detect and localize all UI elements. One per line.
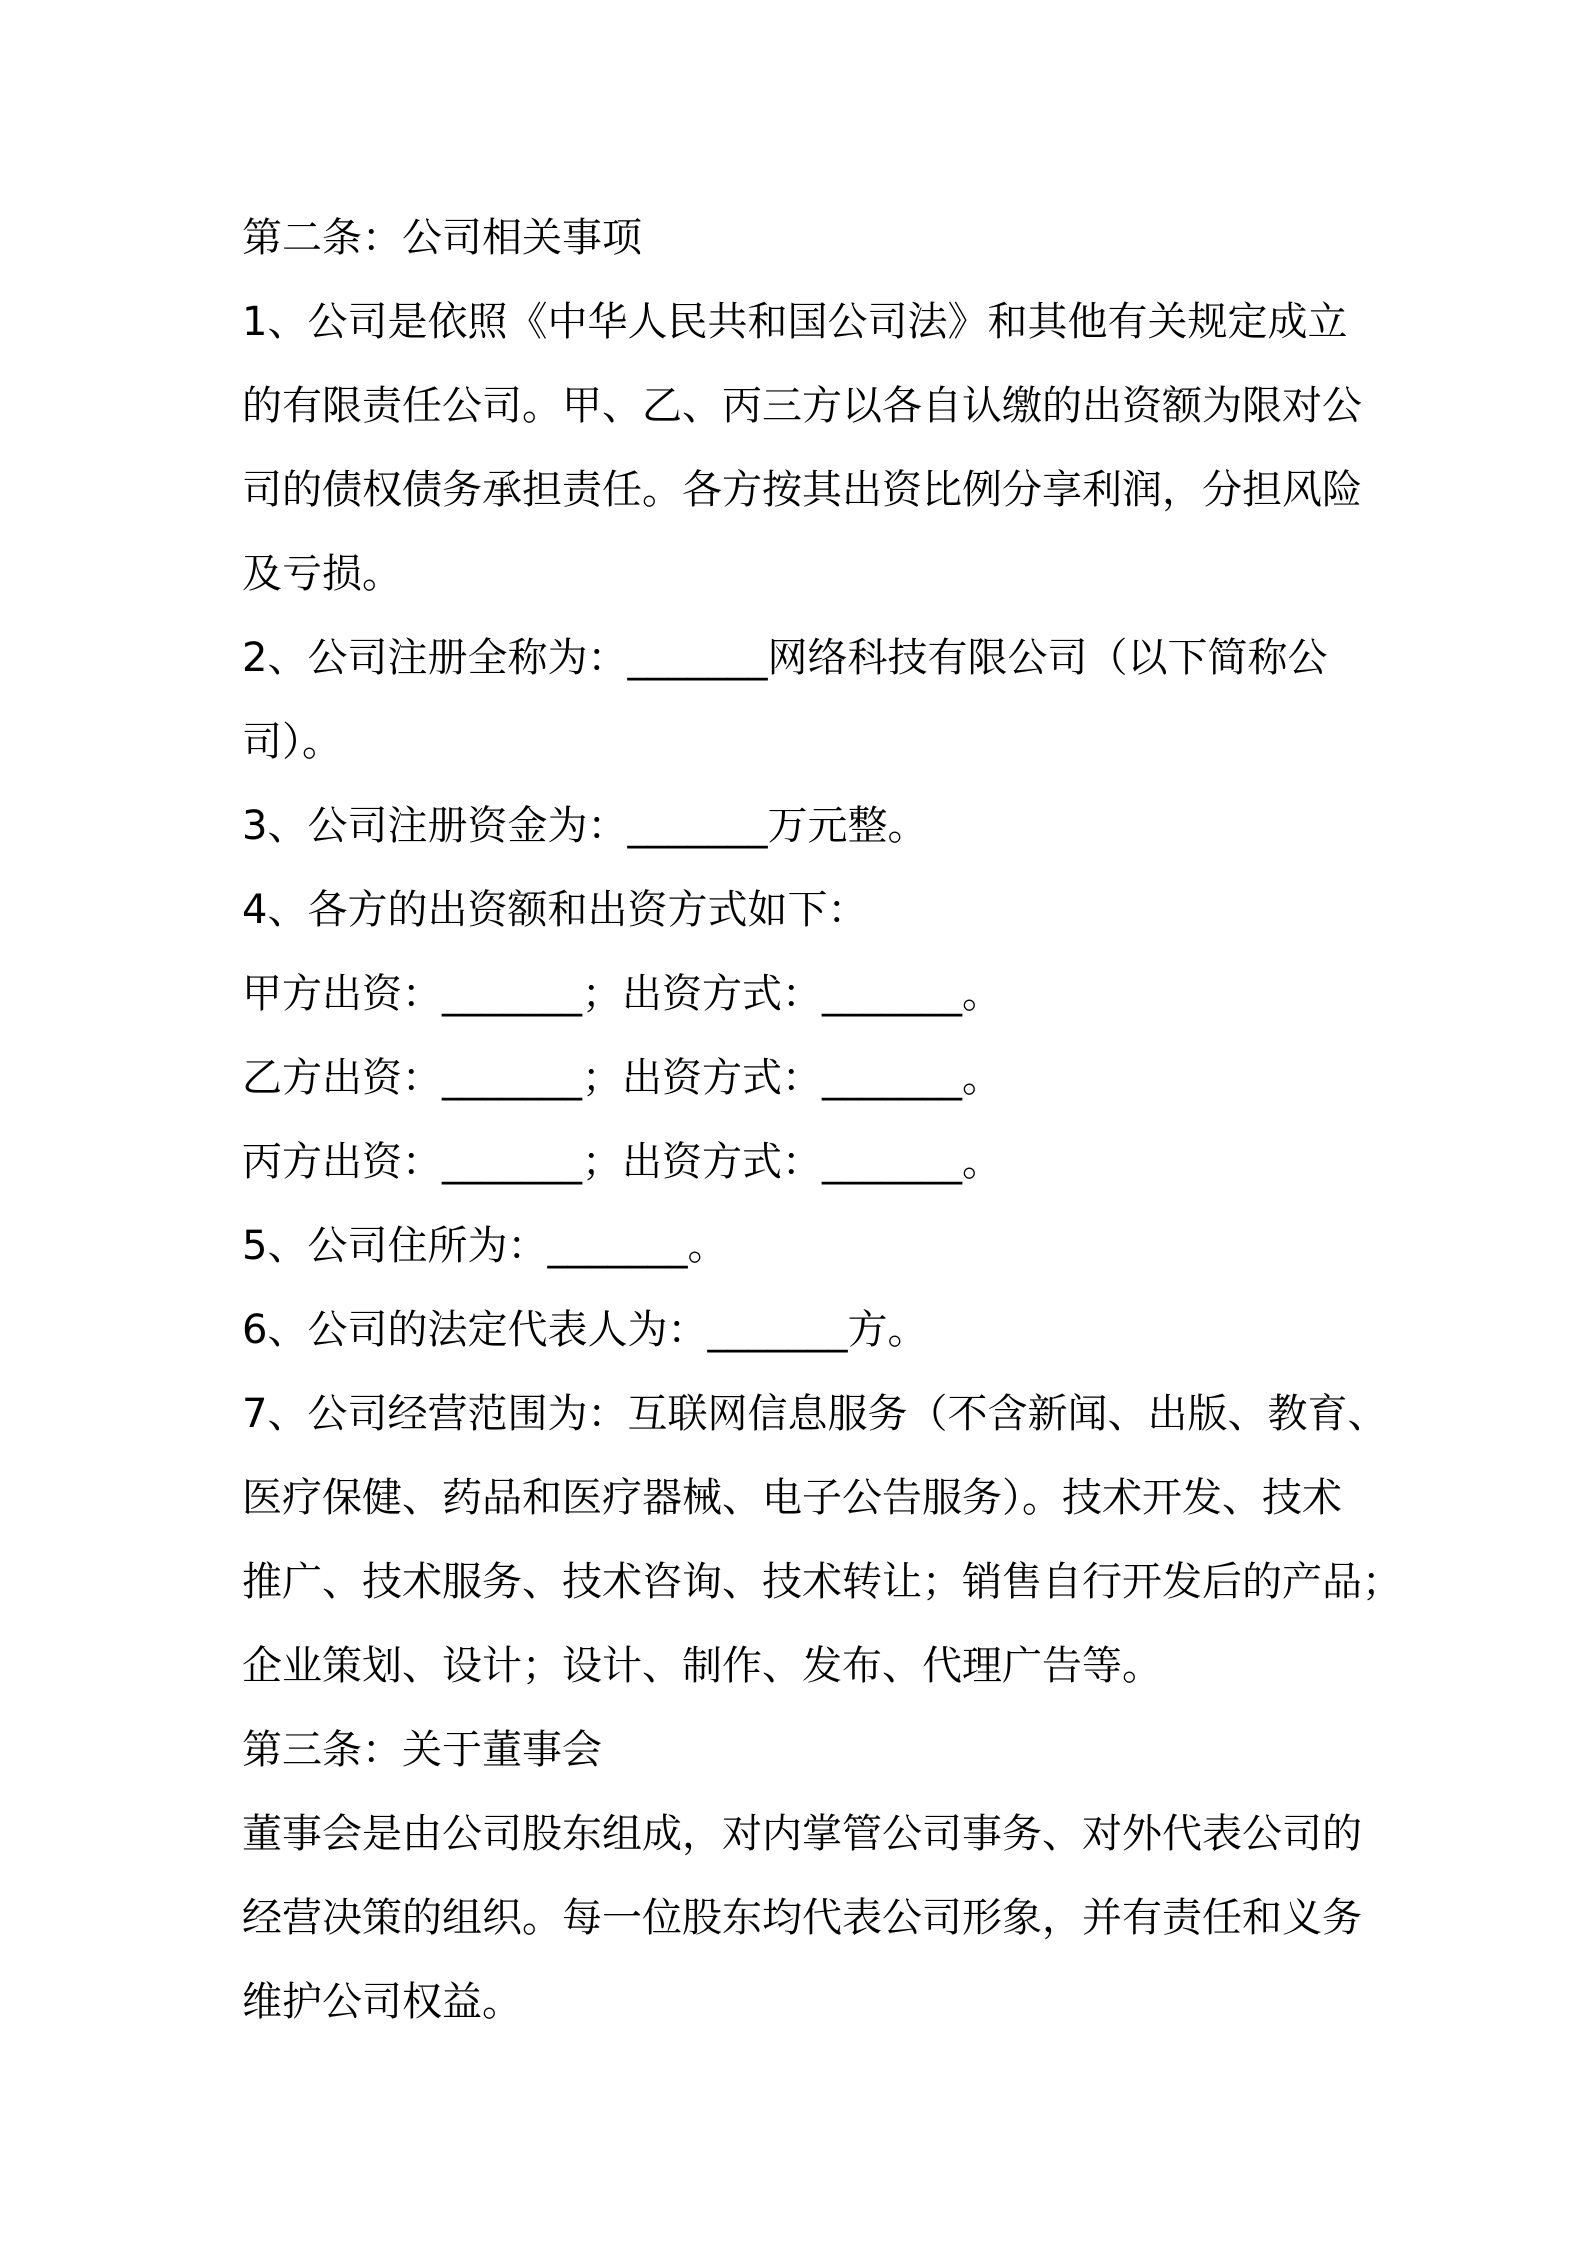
section-heading: 第三条：关于董事会 (242, 1727, 602, 1773)
clause-line: 5、公司住所为：_______。 (242, 1223, 728, 1269)
paragraph-line: 董事会是由公司股东组成，对内掌管公司事务、对外代表公司的 (242, 1811, 1362, 1857)
clause-line: 企业策划、设计；设计、制作、发布、代理广告等。 (242, 1643, 1162, 1689)
clause-line: 医疗保健、药品和医疗器械、电子公告服务）。技术开发、技术 (242, 1475, 1342, 1521)
clause-line: 7、公司经营范围为：互联网信息服务（不含新闻、出版、教育、 (242, 1391, 1388, 1437)
clause-line: 3、公司注册资金为：_______万元整。 (242, 803, 928, 849)
paragraph-line: 经营决策的组织。每一位股东均代表公司形象，并有责任和义务 (242, 1895, 1362, 1941)
clause-line: 的有限责任公司。甲、乙、丙三方以各自认缴的出资额为限对公 (242, 383, 1362, 429)
document-body (242, 196, 1402, 2044)
clause-line: 6、公司的法定代表人为：_______方。 (242, 1307, 928, 1353)
section-heading: 第二条：公司相关事项 (242, 215, 642, 261)
clause-line: 司）。 (242, 719, 342, 765)
paragraph-line: 维护公司权益。 (242, 1979, 522, 2025)
clause-line: 及亏损。 (242, 551, 402, 597)
contribution-line: 乙方出资：_______；出资方式：_______。 (242, 1055, 1002, 1101)
clause-line: 2、公司注册全称为：_______网络科技有限公司（以下简称公 (242, 635, 1328, 681)
clause-line: 推广、技术服务、技术咨询、技术转让；销售自行开发后的产品； (242, 1559, 1402, 1605)
contribution-line: 甲方出资：_______；出资方式：_______。 (242, 971, 1002, 1017)
clause-line: 司的债权债务承担责任。各方按其出资比例分享利润，分担风险 (242, 467, 1362, 513)
clause-line: 1、公司是依照《中华人民共和国公司法》和其他有关规定成立 (242, 299, 1348, 345)
contribution-line: 丙方出资：_______；出资方式：_______。 (242, 1139, 1002, 1185)
clause-line: 4、各方的出资额和出资方式如下： (242, 887, 868, 933)
